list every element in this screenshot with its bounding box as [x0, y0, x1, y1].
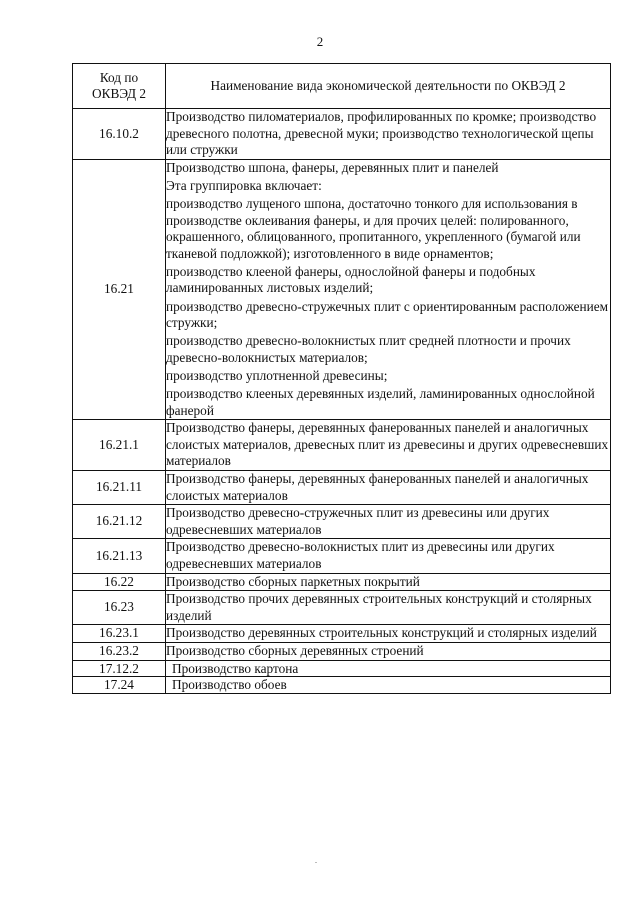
- description-paragraph: производство древесно-стружечных плит с ориентированным расположением стружки;: [166, 298, 609, 331]
- activity-description: [166, 470, 611, 504]
- activity-description: [166, 505, 611, 539]
- table-row: [73, 573, 611, 591]
- description-paragraph: Производство картона: [172, 660, 299, 676]
- description-paragraph: производство древесно-волокнистых плит средней плотности и прочих древесно-волокнистых материалов;: [166, 333, 571, 365]
- description-paragraph: Производство сборных деревянных строений: [166, 642, 424, 658]
- activity-description: [166, 159, 611, 419]
- table-row: [73, 677, 611, 694]
- table-row: [73, 625, 611, 643]
- activity-description: [166, 677, 611, 694]
- table-row: [73, 470, 611, 504]
- description-paragraph: производство уплотненной древесины;: [166, 367, 388, 383]
- okved-code: 16.10.2: [73, 109, 166, 160]
- description-paragraph: Производство шпона, фанеры, деревянных плит и панелей: [166, 159, 499, 175]
- description-paragraph: Эта группировка включает:: [166, 177, 322, 193]
- activity-description: [166, 539, 611, 573]
- description-paragraph: производство клееной фанеры, однослойной фанеры и подобных ламинированных листовых изделий;: [166, 263, 536, 296]
- code-header-line2: ОКВЭД 2: [91, 86, 147, 101]
- activity-description: [166, 642, 611, 660]
- okved-code: 16.21.13: [73, 539, 166, 573]
- description-paragraph: производство лущеного шпона, достаточно тонкого для использования в производстве оклеивания фанеры, и для прочих целей: полированного, окрашенного, облицованного, пропитанного, укрепленного (бумагой или тканевой подложкой); изготовленного в виде орнаментов;: [166, 195, 581, 261]
- description-paragraph: производство клееных деревянных изделий, ламинированных однослойной фанерой: [166, 386, 595, 418]
- page-number: 2: [316, 34, 324, 49]
- okved-code: 17.12.2: [73, 660, 166, 677]
- table-row: [73, 539, 611, 573]
- name-column-header: Наименование вида экономической деятельности по ОКВЭД 2: [166, 64, 611, 109]
- table-row: [73, 420, 611, 471]
- activity-description: [166, 420, 611, 471]
- table-row: [73, 505, 611, 539]
- okved-code: 16.23.1: [73, 625, 166, 643]
- activity-description: [166, 625, 611, 643]
- table-row: [73, 159, 611, 419]
- code-column-header: [73, 64, 166, 109]
- description-paragraph: Производство древесно-волокнистых плит из древесины или других одревесневших материалов: [166, 539, 555, 571]
- okved-code: 16.21.1: [73, 420, 166, 471]
- okved-code: 16.21.11: [73, 470, 166, 504]
- table-header-row: [73, 64, 611, 109]
- table-row: [73, 642, 611, 660]
- description-paragraph: Производство обоев: [172, 677, 287, 692]
- activity-description: [166, 591, 611, 625]
- description-paragraph: Производство древесно-стружечных плит из древесины или других одревесневших материалов: [166, 505, 550, 537]
- okved-code: 16.23.2: [73, 642, 166, 660]
- okved-code: 16.21.12: [73, 505, 166, 539]
- table-body: [73, 109, 611, 694]
- description-paragraph: Производство фанеры, деревянных фанерованных панелей и аналогичных слоистых материалов: [166, 470, 589, 503]
- activity-description: [166, 660, 611, 677]
- okved-code: 17.24: [73, 677, 166, 694]
- description-paragraph: Производство пиломатериалов, профилированных по кромке; производство древесного полотна, древесной муки; производство технологической щепы или стружки: [166, 109, 597, 158]
- table-row: [73, 109, 611, 160]
- description-paragraph: Производство фанеры, деревянных фанерованных панелей и аналогичных слоистых материалов, древесных плит из древесины и других одревесневших материалов: [166, 420, 609, 469]
- description-paragraph: Производство сборных паркетных покрытий: [166, 573, 420, 589]
- okved-code: 16.22: [73, 573, 166, 591]
- code-header-line1: Код по: [99, 70, 139, 85]
- description-paragraph: Производство деревянных строительных конструкций и столярных изделий: [166, 625, 597, 641]
- table-row: [73, 591, 611, 625]
- okved-code: 16.21: [73, 159, 166, 419]
- okved-code: 16.23: [73, 591, 166, 625]
- activity-description: [166, 573, 611, 591]
- table-row: [73, 660, 611, 677]
- scan-mark: [315, 862, 317, 863]
- okved-table: [72, 63, 611, 694]
- activity-description: [166, 109, 611, 160]
- description-paragraph: Производство прочих деревянных строительных конструкций и столярных изделий: [166, 591, 592, 623]
